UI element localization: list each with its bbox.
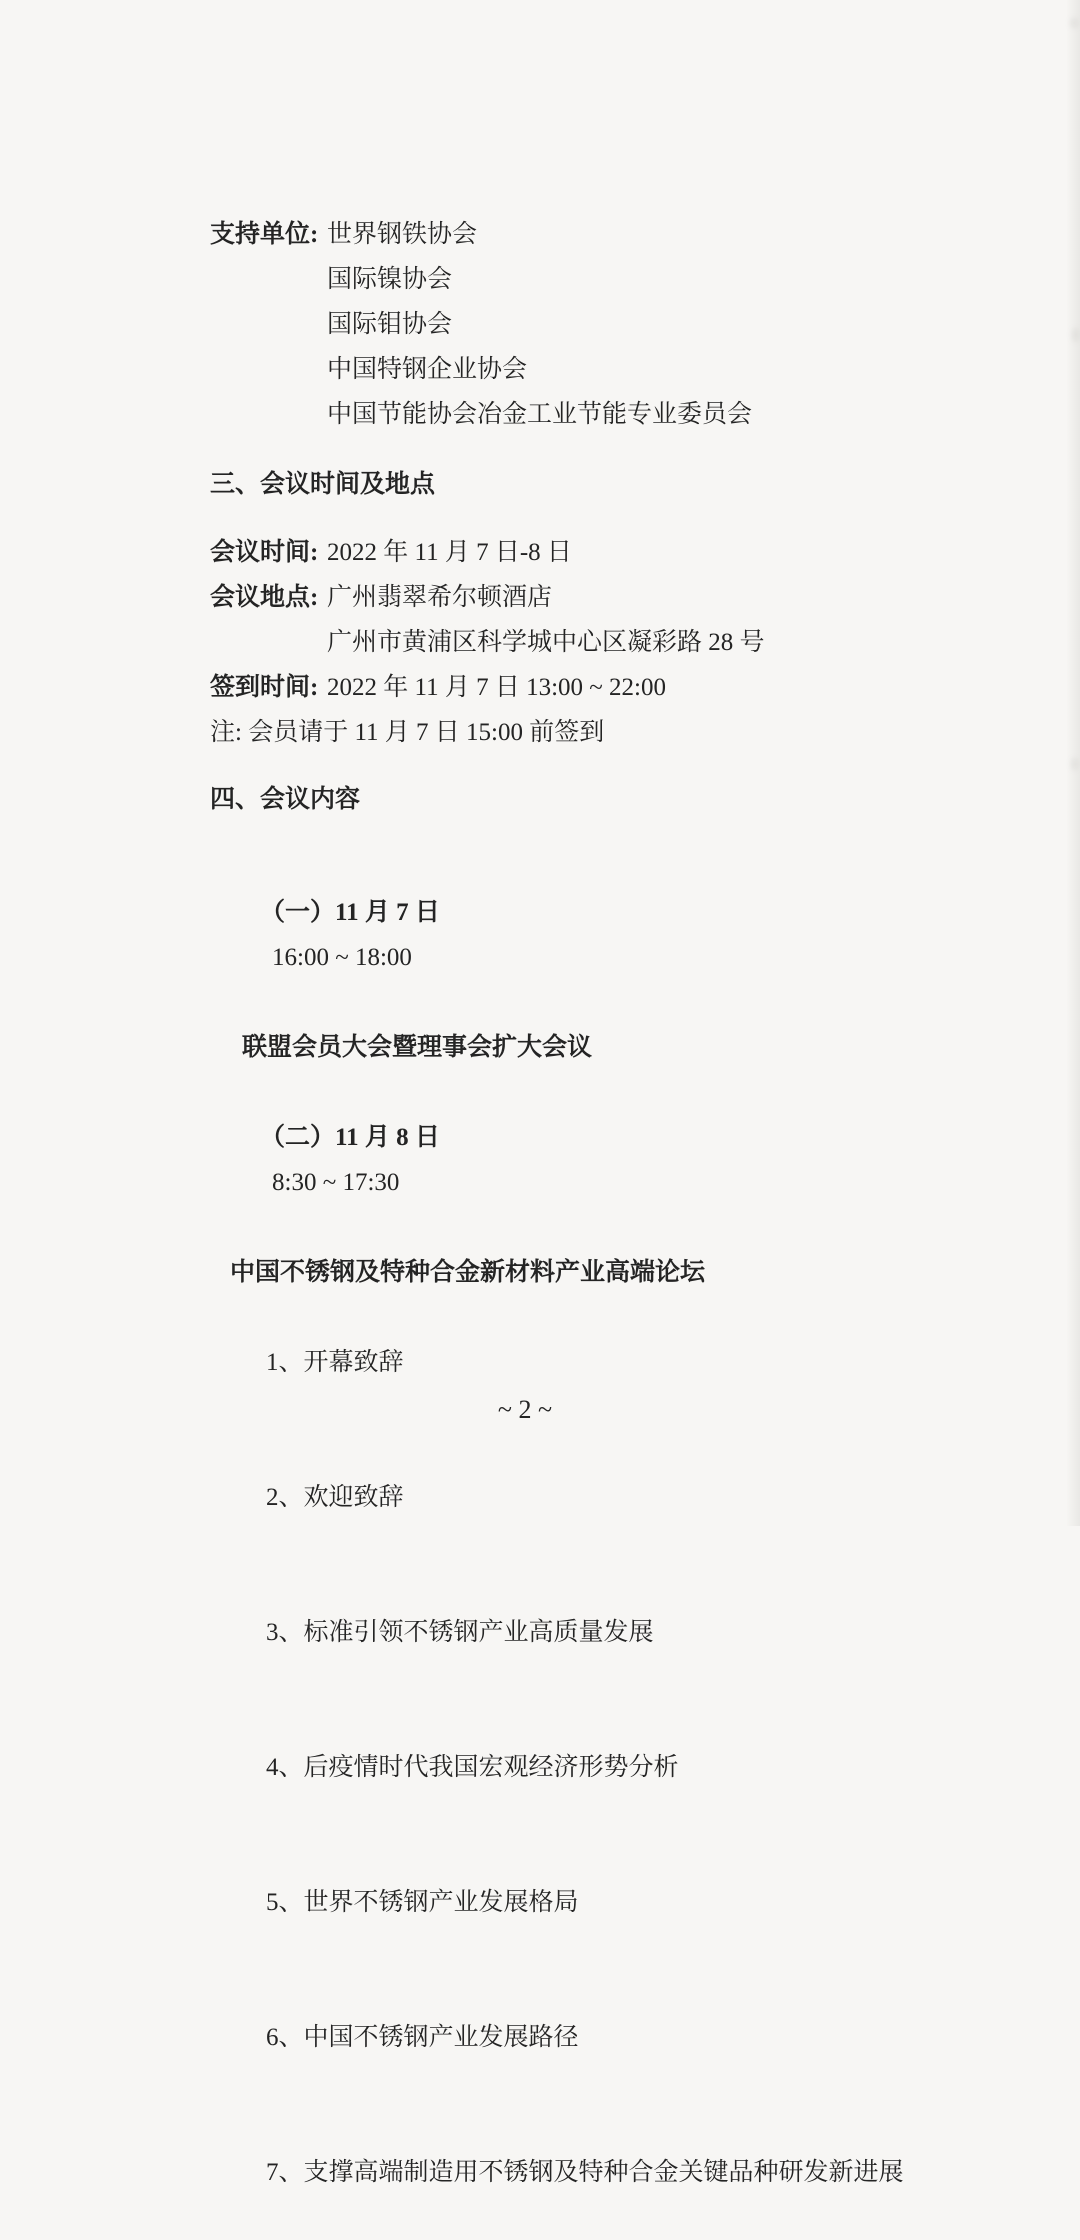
agenda-topic xyxy=(210,2105,1010,2240)
agenda-topic xyxy=(210,1700,1010,1835)
meeting-time-value: 2022 年 11 月 7 日-8 日 xyxy=(327,539,572,566)
topic-number: 5、 xyxy=(266,1889,304,1916)
meeting-time-row xyxy=(210,530,1010,575)
agenda-part2-title: 中国不锈钢及特种合金新材料产业高端论坛 xyxy=(230,1259,706,1286)
topic-text: 开幕致辞 xyxy=(303,1349,404,1376)
scan-artifact xyxy=(1072,328,1079,342)
agenda-part2-time: 8:30 ~ 17:30 xyxy=(272,1169,400,1196)
meeting-info-section xyxy=(210,530,1010,755)
agenda-topic xyxy=(210,1970,1010,2105)
topic-number: 1、 xyxy=(266,1349,304,1376)
agenda-section xyxy=(210,845,1010,2240)
support-unit-item: 世界钢铁协会 xyxy=(327,221,478,248)
topic-text: 中国不锈钢产业发展路径 xyxy=(303,2024,579,2051)
agenda-part1-date: （一）11 月 7 日 xyxy=(260,899,440,926)
topic-text: 后疫情时代我国宏观经济形势分析 xyxy=(303,1754,679,1781)
checkin-time-label: 签到时间: xyxy=(210,674,319,701)
section3-heading: 三、会议时间及地点 xyxy=(210,471,436,498)
scan-artifact xyxy=(1071,758,1078,770)
checkin-time-value: 2022 年 11 月 7 日 13:00 ~ 22:00 xyxy=(327,674,666,701)
topic-number: 2、 xyxy=(266,1484,304,1511)
topic-text: 欢迎致辞 xyxy=(303,1484,404,1511)
meeting-place-label: 会议地点: xyxy=(210,584,319,611)
page-number: ~ 2 ~ xyxy=(497,1395,553,1424)
support-units-section xyxy=(210,0,1010,437)
topic-number: 7、 xyxy=(266,2159,304,2186)
support-unit-item: 中国特钢企业协会 xyxy=(327,356,528,383)
topic-number: 3、 xyxy=(266,1619,304,1646)
agenda-part1-title: 联盟会员大会暨理事会扩大会议 xyxy=(242,1034,593,1061)
support-unit-item: 国际钼协会 xyxy=(327,311,453,338)
agenda-part2-row xyxy=(210,1070,1010,1250)
agenda-topic xyxy=(210,1565,1010,1700)
topic-text: 世界不锈钢产业发展格局 xyxy=(303,1889,579,1916)
topic-text: 标准引领不锈钢产业高质量发展 xyxy=(303,1619,654,1646)
support-unit-item: 中国节能协会冶金工业节能专业委员会 xyxy=(327,401,753,428)
support-units-label: 支持单位: xyxy=(210,221,319,248)
section4-heading: 四、会议内容 xyxy=(210,786,361,813)
agenda-topic xyxy=(210,1835,1010,1970)
meeting-place-value: 广州翡翠希尔顿酒店 xyxy=(327,584,553,611)
support-units-row xyxy=(210,212,1010,257)
topic-text: 支撑高端制造用不锈钢及特种合金关键品种研发新进展 xyxy=(303,2159,904,2186)
agenda-part1-time: 16:00 ~ 18:00 xyxy=(272,944,412,971)
agenda-part1-row xyxy=(210,845,1010,1025)
topic-number: 4、 xyxy=(266,1754,304,1781)
document-content xyxy=(210,0,1010,2240)
support-unit-item: 国际镍协会 xyxy=(327,266,453,293)
agenda-part2-date: （二）11 月 8 日 xyxy=(260,1124,440,1151)
meeting-place-row xyxy=(210,575,1010,620)
scan-artifact xyxy=(1070,18,1078,28)
checkin-note: 注: 会员请于 11 月 7 日 15:00 前签到 xyxy=(210,719,605,746)
topic-number: 6、 xyxy=(266,2024,304,2051)
meeting-time-label: 会议时间: xyxy=(210,539,319,566)
meeting-address: 广州市黄浦区科学城中心区凝彩路 28 号 xyxy=(327,629,765,656)
agenda-topic xyxy=(210,1430,1010,1565)
checkin-time-row xyxy=(210,665,1010,710)
